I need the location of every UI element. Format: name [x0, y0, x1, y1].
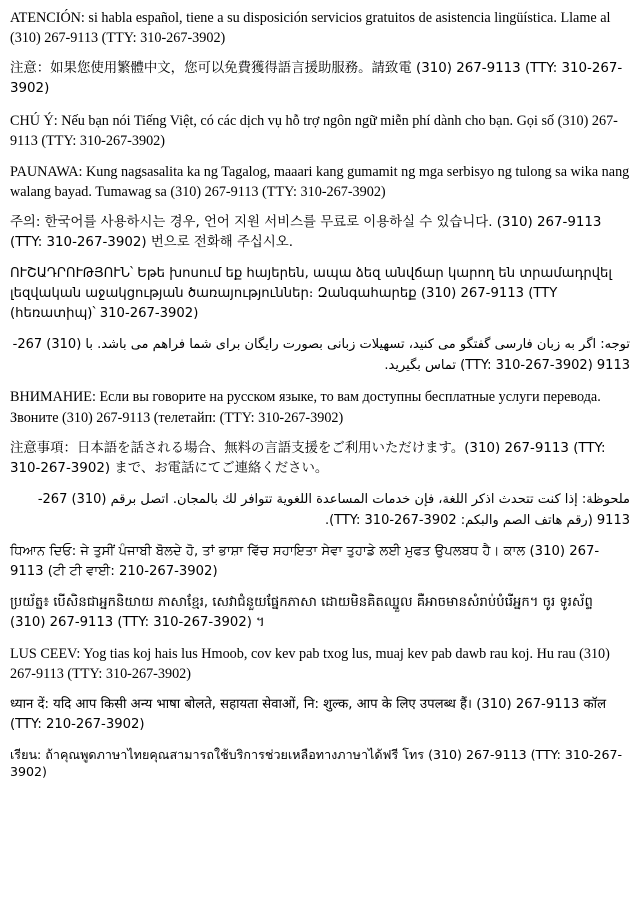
- notice-farsi: توجه: اگر به زبان فارسی گفتگو می کنید، تسهیلات زبانی بصورت رایگان برای شما فراهم می باشد. با (310) 267-9113 (TTY: 310-267-3902) تماس بگیرید.: [12, 336, 630, 373]
- notice-thai: เรียน: ถ้าคุณพูดภาษาไทยคุณสามารถใช้บริการช่วยเหลือทางภาษาได้ฟรี โทร (310) 267-9113 (TTY: 310-267-3902): [10, 746, 623, 779]
- notice-arabic: ملحوظة: إذا كنت تتحدث اذكر اللغة، فإن خدمات المساعدة اللغوية تتوافر لك بالمجان. اتصل برقم (310) 267-9113 (رقم هاتف الصم والبكم: TTY: 310-267-3902).: [37, 491, 630, 528]
- notice-armenian: ՈՒՇԱԴՐՈՒԹՅՈՒՆ՝ Եթե խոսում եք հայերեն, ապա ձեզ անվճար կարող են տրամադրվել լեզվական աջակցության ծառայություններ։ Զանգահարեք (310) 267-9113 (TTY (հեռատիպ)՝ 310-267-3902): [10, 266, 612, 321]
- notice-vietnamese: CHÚ Ý: Nếu bạn nói Tiếng Việt, có các dịch vụ hỗ trợ ngôn ngữ miễn phí dành cho bạn. Gọi số (310) 267-9113 (TTY: 310-267-3902): [10, 112, 618, 149]
- notice-russian: ВНИМАНИЕ: Если вы говорите на русском языке, то вам доступны бесплатные услуги перевода. Звоните (310) 267-9113 (телетайп: (TTY: 310-267-3902): [10, 389, 601, 426]
- notice-korean: 주의: 한국어를 사용하시는 경우, 언어 지원 서비스를 무료로 이용하실 수 있습니다. (310) 267-9113 (TTY: 310-267-3902) 번으로 전화해 주십시오.: [10, 215, 602, 251]
- notice-punjabi: ਧਿਆਨ ਦਿਓ: ਜੇ ਤੁਸੀਂ ਪੰਜਾਬੀ ਬੋਲਦੇ ਹੋ, ਤਾਂ ਭਾਸ਼ਾ ਵਿੱਚ ਸਹਾਇਤਾ ਸੇਵਾ ਤੁਹਾਡੇ ਲਈ ਮੁਫਤ ਉਪਲਬਧ ਹੈ। ਕਾਲ (310) 267-9113 (ਟੀ ਟੀ ਵਾਈ: 210-267-3902): [10, 544, 600, 580]
- notice-chinese-traditional: 注意：如果您使用繁體中文，您可以免費獲得語言援助服務。請致電 (310) 267-9113 (TTY: 310-267-3902): [10, 61, 623, 97]
- notice-hindi: ध्यान दें: यदि आप किसी अन्य भाषा बोलते, सहायता सेवाओं, नि: शुल्क, आप के लिए उपलब्ध हैं। (310) 267-9113 कॉल (TTY: 210-267-3902): [10, 696, 607, 732]
- notice-hmong: LUS CEEV: Yog tias koj hais lus Hmoob, cov kev pab txog lus, muaj kev pab dawb rau koj. Hu rau (310) 267-9113 (TTY: 310-267-3902): [10, 645, 610, 682]
- notice-japanese: 注意事項：日本語を話される場合、無料の言語支援をご利用いただけます。(310) 267-9113 (TTY: 310-267-3902) まで、お電話にてご連絡ください。: [10, 440, 606, 476]
- notice-khmer: ប្រយ័ត្ន៖ បើសិនជាអ្នកនិយាយ ភាសាខ្មែរ, សេវាជំនួយផ្នែកភាសា ដោយមិនគិតឈ្នួល គឺអាចមានសំរាប់បំរើអ្នក។ ចូរ ទូរស័ព្ទ (310) 267-9113 (TTY: 310-267-3902) ។: [10, 595, 593, 630]
- notice-tagalog: PAUNAWA: Kung nagsasalita ka ng Tagalog, maaari kang gumamit ng mga serbisyo ng tulong sa wika nang walang bayad. Tumawag sa (310) 267-9113 (TTY: 310-267-3902): [10, 163, 630, 200]
- notice-spanish: ATENCIÓN: si habla español, tiene a su disposición servicios gratuitos de asistencia lingüística. Llame al (310) 267-9113 (TTY: 310-267-3902): [10, 10, 611, 47]
